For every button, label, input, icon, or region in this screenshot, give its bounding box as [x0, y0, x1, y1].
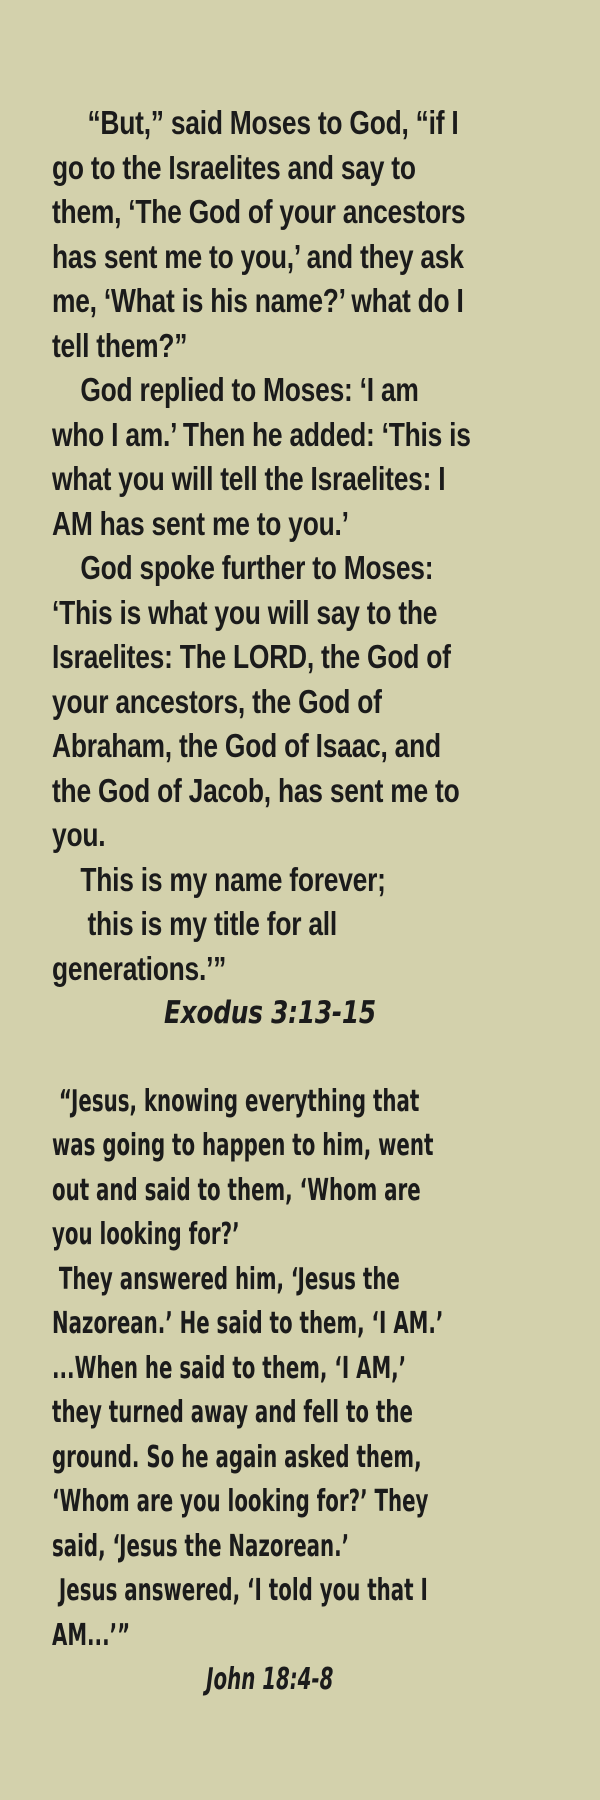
- text-line: “Jesus, knowing everything that: [52, 1083, 420, 1119]
- exodus-text: [52, 101, 488, 991]
- text-line: “But,” said Moses to God, “if I: [52, 104, 459, 141]
- text-line: you.: [52, 816, 106, 853]
- spacer: [0, 1036, 600, 1080]
- john-passage: [52, 1080, 488, 1703]
- text-line: AM...’”: [52, 1617, 131, 1653]
- text-line: go to the Israelites and say to: [52, 148, 416, 186]
- text-line: ground. So he again asked them,: [52, 1439, 422, 1475]
- text-line: them, ‘The God of your ancestors: [52, 193, 466, 230]
- john-text: [52, 1080, 488, 1659]
- text-line: This is my name forever;: [52, 860, 386, 898]
- text-line: you looking for?’: [52, 1217, 240, 1252]
- text-line: who I am.’ Then he added: ‘This is: [52, 415, 471, 453]
- text-line: what you will tell the Israelites: I: [52, 460, 446, 497]
- exodus-passage: [52, 101, 488, 1036]
- text-line: Nazorean.’ He said to them, ‘I AM.’: [52, 1306, 444, 1341]
- text-line: this is my title for all: [52, 905, 337, 942]
- text-line: tell them?”: [52, 326, 188, 364]
- text-line: ‘This is what you will say to the: [52, 593, 438, 631]
- text-line: out and said to them, ‘Whom are: [52, 1172, 421, 1208]
- text-line: they turned away and fell to the: [52, 1395, 413, 1430]
- text-line: Abraham, the God of Isaac, and: [52, 727, 441, 764]
- text-line: Israelites: The LORD, the God of: [52, 638, 451, 675]
- text-line: God spoke further to Moses:: [52, 549, 434, 586]
- text-line: AM has sent me to you.’: [52, 504, 349, 542]
- text-line: They answered him, ‘Jesus the: [52, 1261, 400, 1297]
- text-line: me, ‘What is his name?’ what do I: [52, 282, 464, 319]
- text-line: ‘Whom are you looking for?’ They: [52, 1484, 429, 1519]
- john-citation: John 18:4-8: [206, 1662, 334, 1697]
- text-line: ...When he said to them, ‘I AM,’: [52, 1350, 407, 1386]
- text-line: Jesus answered, ‘I told you that I: [52, 1573, 428, 1608]
- text-line: generations.’”: [52, 949, 227, 987]
- text-line: has sent me to you,’ and they ask: [52, 237, 464, 275]
- text-line: was going to happen to him, went: [52, 1128, 434, 1163]
- exodus-citation: Exodus 3:13-15: [164, 995, 376, 1031]
- text-line: God replied to Moses: ‘I am: [52, 371, 419, 408]
- text-line: said, ‘Jesus the Nazorean.’: [52, 1528, 350, 1564]
- text-line: the God of Jacob, has sent me to: [52, 771, 460, 809]
- text-line: your ancestors, the God of: [52, 682, 382, 720]
